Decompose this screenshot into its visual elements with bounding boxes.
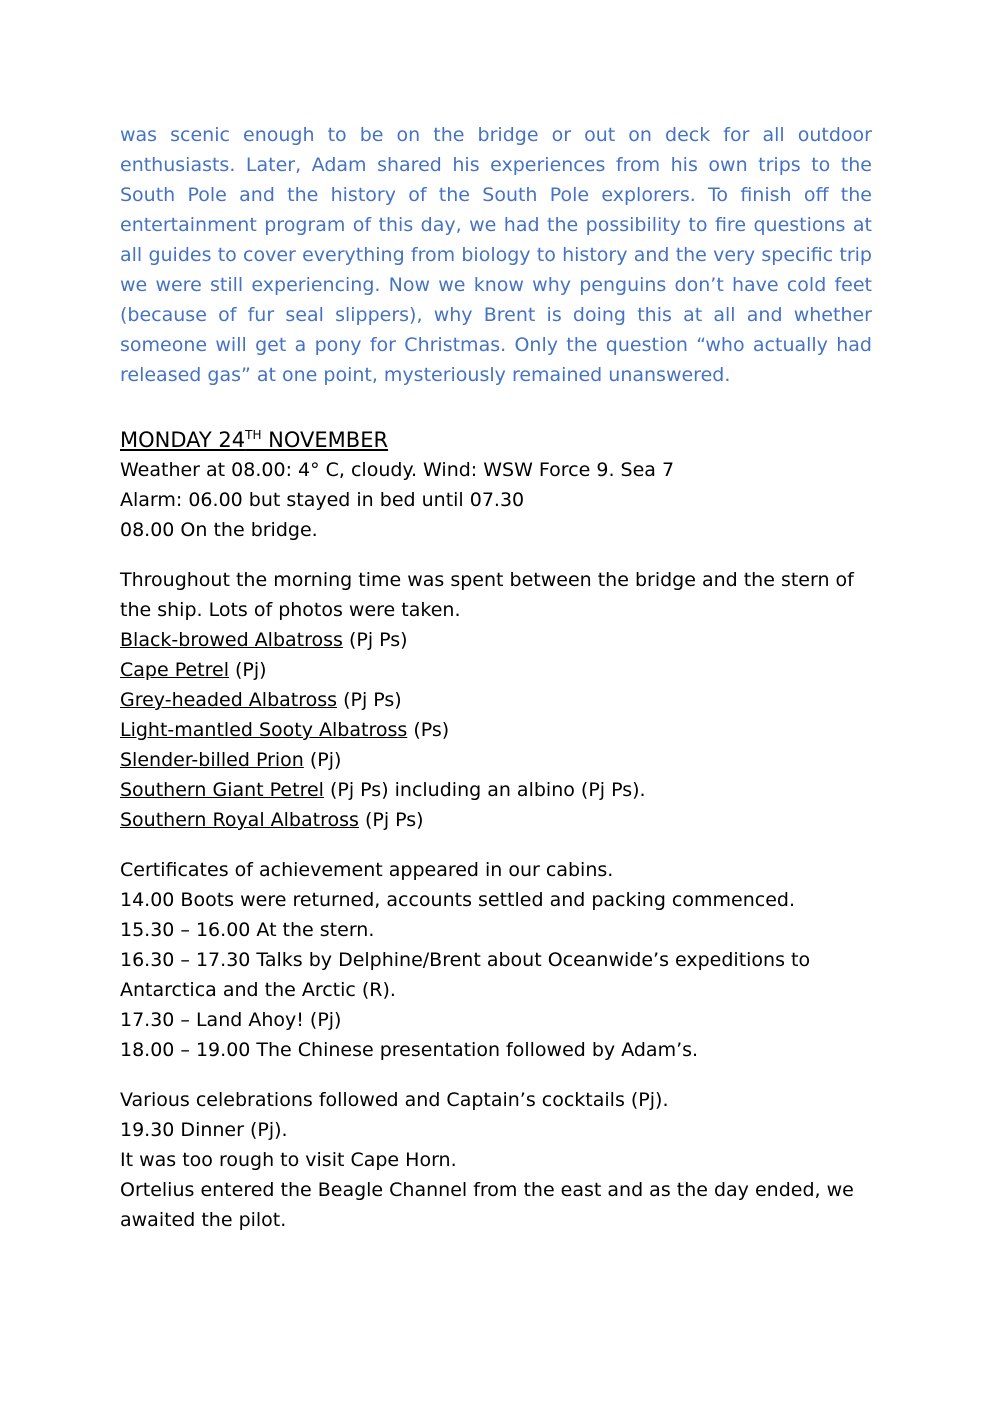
bird-name: Slender-billed Prion: [120, 749, 304, 771]
weather-line: Weather at 08.00: 4° C, cloudy. Wind: WSW Force 9. Sea 7: [120, 459, 675, 481]
list-item: [120, 805, 872, 835]
day-heading: [120, 425, 872, 455]
spacer: [120, 835, 872, 855]
evening-block: [120, 1085, 872, 1235]
bird-note: (Pj): [303, 749, 342, 771]
spacer: [120, 545, 872, 565]
evening-line: awaited the pilot.: [120, 1209, 287, 1231]
document-page: [120, 120, 872, 1235]
schedule-line: 16.30 – 17.30 Talks by Delphine/Brent about Oceanwide’s expeditions to: [120, 949, 811, 971]
info-block: [120, 455, 872, 545]
list-item: [120, 775, 872, 805]
bird-note: (Pj Ps): [337, 689, 402, 711]
list-item: [120, 625, 872, 655]
schedule-line: 18.00 – 19.00 The Chinese presentation followed by Adam’s.: [120, 1039, 699, 1061]
bird-note: (Pj Ps): [342, 629, 408, 651]
bird-list: [120, 625, 872, 835]
list-item: [120, 715, 872, 745]
evening-line: Ortelius entered the Beagle Channel from the east and as the day ended, we: [120, 1179, 854, 1201]
evening-line: Various celebrations followed and Captain’s cocktails (Pj).: [120, 1089, 669, 1111]
bird-name: Grey-headed Albatross: [120, 689, 338, 711]
alarm-line: Alarm: 06.00 but stayed in bed until 07.30: [120, 489, 525, 511]
schedule-line: 14.00 Boots were returned, accounts settled and packing commenced.: [120, 889, 795, 911]
bird-name: Light-mantled Sooty Albatross: [120, 719, 408, 741]
schedule-line: 15.30 – 16.00 At the stern.: [120, 919, 375, 941]
bird-note: (Pj Ps): [358, 809, 424, 831]
morning-line: the ship. Lots of photos were taken.: [120, 599, 461, 621]
bird-name: Southern Royal Albatross: [120, 809, 359, 831]
bird-note: (Ps): [407, 719, 450, 741]
schedule-line: Antarctica and the Arctic (R).: [120, 979, 396, 1001]
evening-line: It was too rough to visit Cape Horn.: [120, 1149, 457, 1171]
schedule-line: Certificates of achievement appeared in our cabins.: [120, 859, 614, 881]
spacer: [120, 1065, 872, 1085]
afternoon-block: [120, 855, 872, 1065]
heading-superscript: TH: [245, 428, 262, 442]
bridge-line: 08.00 On the bridge.: [120, 519, 318, 541]
intro-paragraph: was scenic enough to be on the bridge or out on deck for all outdoor enthusiasts. Later, Adam shared his experiences from his own trips to the South Pole and the history of the South Pole explorers. To finish off the entertainment program of this day, we had the possibility to fire questions at all guides to cover everything from biology to history and the very specific trip we were still experiencing. Now we know why penguins don’t have cold feet (because of fur seal slippers), why Brent is doing this at all and whether someone will get a pony for Christmas. Only the question “who actually had released gas” at one point, mysteriously remained unanswered.: [120, 124, 872, 386]
heading-prefix: MONDAY 24: [120, 428, 246, 452]
list-item: [120, 745, 872, 775]
list-item: [120, 685, 872, 715]
morning-block: [120, 565, 872, 625]
morning-line: Throughout the morning time was spent between the bridge and the stern of: [120, 569, 854, 591]
schedule-line: 17.30 – Land Ahoy! (Pj): [120, 1009, 342, 1031]
bird-name: Cape Petrel: [120, 659, 229, 681]
list-item: [120, 655, 872, 685]
bird-note: (Pj): [228, 659, 267, 681]
evening-line: 19.30 Dinner (Pj).: [120, 1119, 288, 1141]
bird-name: Black-browed Albatross: [120, 629, 343, 651]
bird-note: (Pj Ps) including an albino (Pj Ps).: [323, 779, 646, 801]
bird-name: Southern Giant Petrel: [120, 779, 324, 801]
heading-suffix: NOVEMBER: [261, 428, 389, 452]
